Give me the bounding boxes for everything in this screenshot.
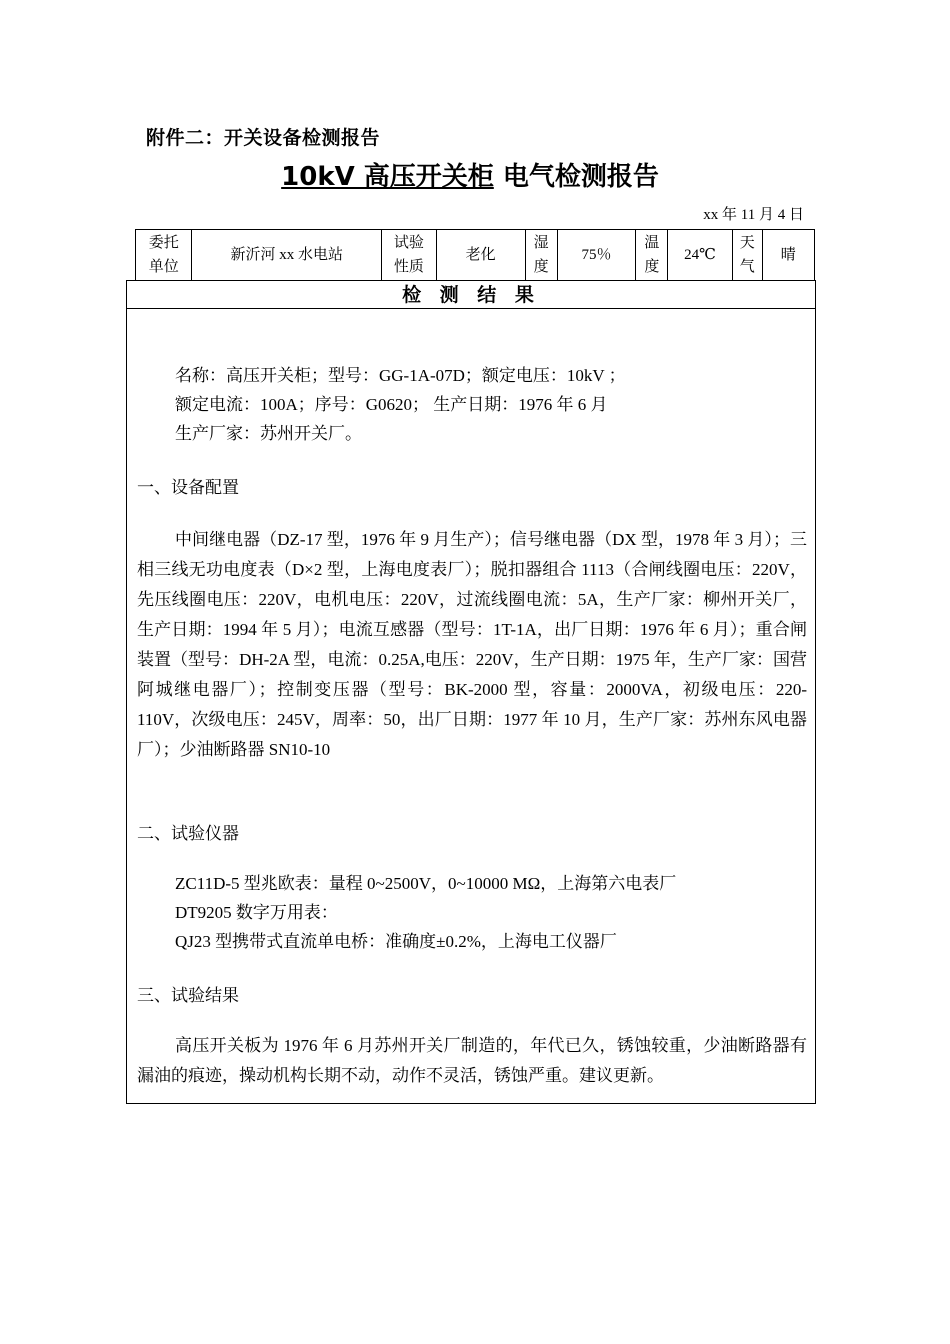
weather-label: 天 气 (732, 230, 762, 281)
results-box (126, 280, 816, 1104)
instrument-item: QJ23 型携带式直流单电桥：准确度±0.2%，上海电工仪器厂 (175, 932, 617, 951)
section-1-body: 中间继电器（DZ-17 型，1976 年 9 月生产）；信号继电器（DX 型，1978 年 3 月）；三相三线无功电度表（D×2 型，上海电度表厂）；脱扣器组合 1113（合闸线圈电压：220V，先压线圈电压：220V，电机电压：220V，过流线圈电流：5A，生产厂家：柳州开关厂，生产日期：1994 年 5 月）；电流互感器（型号：1T-1A，出厂日期：1976 年 6 月）；重合闸装置（型号：DH-2A 型，电流：0.25A,电压：220V，生产日期：1975 年，生产厂家：国营阿城继电器厂）；控制变压器（型号：BK-2000 型，容量：2000VA，初级电压：220-110V，次级电压：245V，周率：50，出厂日期：1977 年 10 月，生产厂家：苏州东风电器厂）；少油断路器 SN10-10 (137, 530, 807, 759)
section-3-body: 高压开关板为 1976 年 6 月苏州开关厂制造的，年代已久，锈蚀较重，少油断路器有漏油的痕迹，操动机构长期不动，动作不灵活，锈蚀严重。建议更新。 (137, 1036, 807, 1085)
report-date: xx 年 11 月 4 日 (703, 207, 804, 223)
test-type-value: 老化 (436, 230, 525, 281)
section-1-heading: 一、设备配置 (137, 478, 239, 497)
weather-value: 晴 (762, 230, 814, 281)
nameplate-line-2: 额定电流：100A；序号：G0620； 生产日期：1976 年 6 月 (175, 395, 608, 414)
humidity-value: 75％ (557, 230, 636, 281)
section-3-heading: 三、试验结果 (137, 986, 239, 1005)
instrument-item: ZC11D-5 型兆欧表：量程 0~2500V，0~10000 MΩ，上海第六电表厂 (175, 874, 677, 893)
client-value: 新沂河 xx 水电站 (192, 230, 382, 281)
humidity-label: 湿 度 (525, 230, 557, 281)
nameplate-line-3: 生产厂家：苏州开关厂。 (175, 424, 362, 443)
test-type-label: 试验 性质 (382, 230, 436, 281)
client-label: 委托 单位 (136, 230, 192, 281)
info-table (135, 229, 815, 281)
attachment-title: 附件二：开关设备检测报告 (146, 127, 381, 149)
instrument-item: DT9205 数字万用表： (175, 903, 338, 922)
report-title-underlined: 10kV 高压开关柜 (281, 162, 494, 192)
results-header: 检 测 结 果 (127, 281, 815, 309)
temperature-label: 温 度 (636, 230, 668, 281)
report-title (0, 156, 940, 193)
section-2-heading: 二、试验仪器 (137, 824, 239, 843)
temperature-value: 24℃ (668, 230, 733, 281)
report-title-rest: 电气检测报告 (493, 162, 659, 192)
info-row (136, 230, 815, 281)
nameplate-line-1: 名称：高压开关柜；型号：GG-1A-07D；额定电压：10kV ； (175, 366, 626, 385)
